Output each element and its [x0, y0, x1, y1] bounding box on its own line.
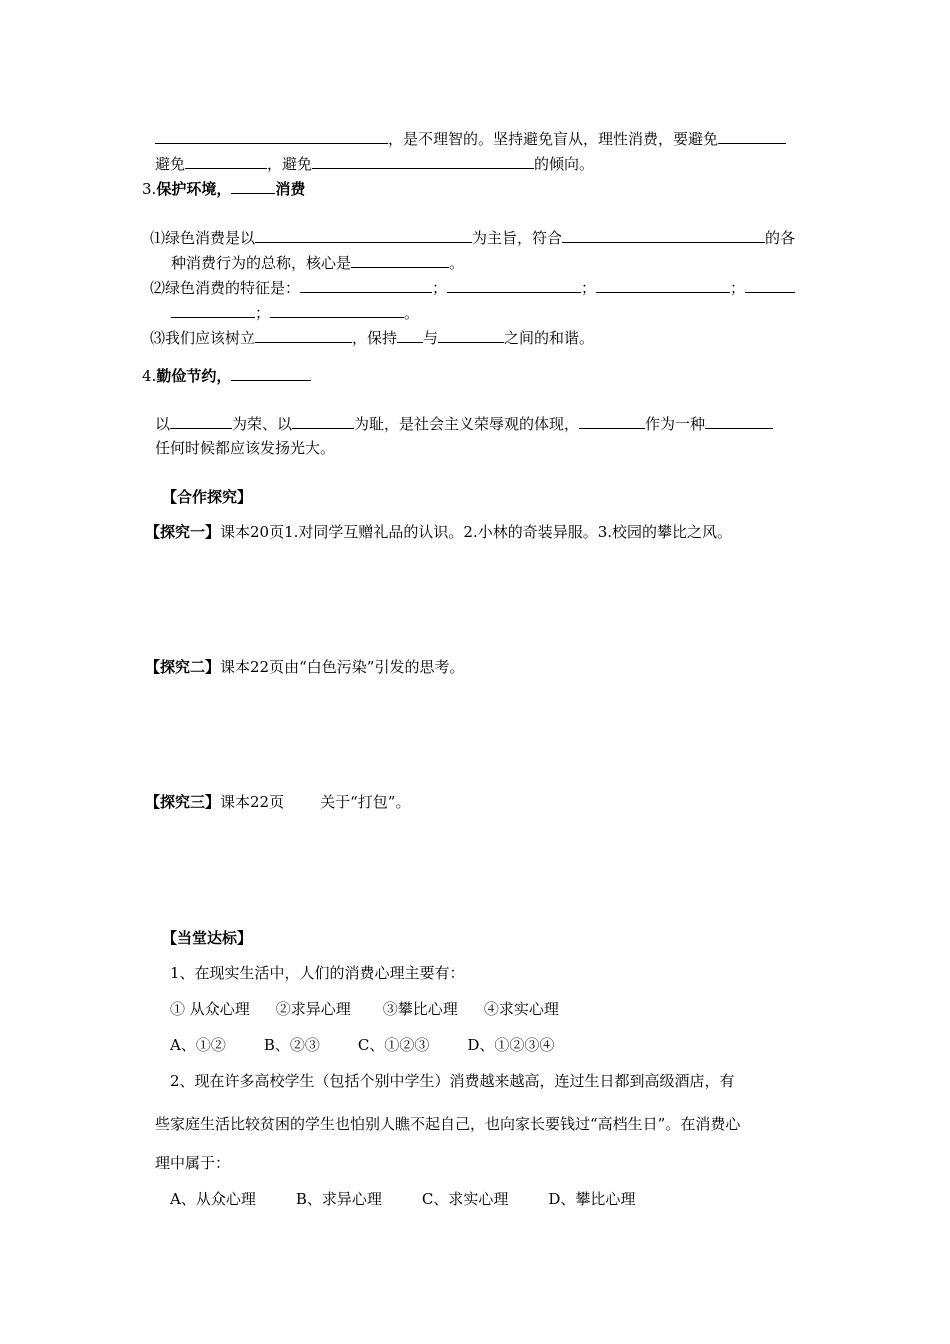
- section3-heading: [142, 178, 305, 199]
- question-2-options: [170, 1189, 635, 1209]
- text: ⑶我们应该树立: [150, 329, 256, 347]
- blank[interactable]: [745, 277, 795, 293]
- blank[interactable]: [438, 327, 504, 343]
- text: 为荣、以: [232, 415, 293, 433]
- inquiry-1: [145, 522, 732, 542]
- text: 作为一种: [645, 415, 706, 433]
- text: 的各: [765, 229, 796, 247]
- option-d[interactable]: D、①②③④: [467, 1036, 555, 1054]
- separator: ；: [255, 304, 271, 322]
- section1-line2: [155, 153, 594, 174]
- text: ⑵绿色消费的特征是：: [150, 279, 301, 297]
- question-1-options: [170, 1035, 554, 1055]
- text: ，是不理智的。坚持避免盲从，理性消费，要避免: [388, 130, 719, 148]
- inquiry-label: 【探究一】: [145, 523, 221, 541]
- text: 以: [155, 415, 171, 433]
- question-1-items: [170, 999, 559, 1019]
- section4-line2: 任何时候都应该发扬光大。: [155, 439, 336, 457]
- question-2-line1: 2、现在许多高校学生（包括个别中学生）消费越来越高，连过生日都到高级酒店，有: [170, 1072, 735, 1090]
- heading-text: 保护环境，: [156, 180, 232, 198]
- section3-item2-cont: [171, 302, 419, 323]
- section1-line1: [155, 128, 786, 149]
- section4-line1: [155, 413, 773, 434]
- inquiry-2: [145, 657, 464, 677]
- inquiry-label: 【探究二】: [145, 658, 221, 676]
- option-b[interactable]: B、求异心理: [295, 1190, 382, 1208]
- heading-number: 4.: [142, 367, 157, 385]
- heading-suffix: 消费: [275, 180, 306, 198]
- separator: ；: [581, 279, 597, 297]
- blank[interactable]: [255, 327, 352, 343]
- blank[interactable]: [292, 413, 354, 429]
- blank[interactable]: [171, 302, 255, 318]
- question-1: 1、在现实生活中，人们的消费心理主要有：: [170, 964, 465, 982]
- blank[interactable]: [231, 178, 275, 194]
- blank[interactable]: [579, 413, 645, 429]
- blank[interactable]: [300, 277, 432, 293]
- inquiry-label: 【探究三】: [145, 793, 221, 811]
- text: 种消费行为的总称，核心是: [171, 254, 352, 272]
- text: 的倾向。: [534, 155, 595, 173]
- text: ⑴绿色消费是以: [150, 229, 256, 247]
- heading-number: 3.: [142, 180, 157, 198]
- blank[interactable]: [447, 277, 581, 293]
- heading-text: 勤俭节约，: [156, 367, 232, 385]
- text: 。: [449, 254, 465, 272]
- inquiry-text: 课本22页由“白色污染”引发的思考。: [220, 658, 465, 676]
- option-a[interactable]: A、①②: [170, 1036, 226, 1054]
- text: 为耻，是社会主义荣辱观的体现，: [354, 415, 580, 433]
- text: 之间的和谐。: [504, 329, 595, 347]
- cooperation-title: 【合作探究】: [162, 488, 253, 506]
- section4-heading: [142, 365, 311, 386]
- option-c[interactable]: C、求实心理: [421, 1190, 509, 1208]
- inquiry-text: 课本22页: [220, 793, 285, 811]
- blank[interactable]: [231, 365, 311, 381]
- separator: ；: [432, 279, 448, 297]
- question-2-line3: 理中属于：: [155, 1154, 231, 1172]
- text: ，保持: [352, 329, 398, 347]
- blank[interactable]: [312, 153, 534, 169]
- inquiry-text: 关于“打包”。: [320, 793, 411, 811]
- separator: ；: [730, 279, 746, 297]
- inquiry-text: 课本20页1.对同学互赠礼品的认识。2.小林的奇装异服。3.校园的攀比之风。: [220, 523, 733, 541]
- option-b[interactable]: B、②③: [263, 1036, 320, 1054]
- item: ③攀比心理: [382, 1000, 458, 1018]
- blank[interactable]: [718, 128, 786, 144]
- exercise-title: 【当堂达标】: [162, 929, 253, 947]
- blank[interactable]: [351, 252, 449, 268]
- blank[interactable]: [562, 227, 765, 243]
- blank[interactable]: [155, 128, 388, 144]
- item: ④求实心理: [483, 1000, 559, 1018]
- inquiry-3: [145, 792, 410, 812]
- question-2-line2: 些家庭生活比较贫困的学生也怕别人瞧不起自己，也向家长要钱过“高档生日”。在消费心: [155, 1115, 741, 1133]
- section3-item2: [150, 277, 795, 298]
- section3-item1: [150, 227, 795, 248]
- blank[interactable]: [397, 327, 423, 343]
- blank[interactable]: [596, 277, 730, 293]
- text: 避免: [155, 155, 186, 173]
- blank[interactable]: [170, 413, 232, 429]
- option-a[interactable]: A、从众心理: [170, 1190, 256, 1208]
- item: ②求异心理: [275, 1000, 351, 1018]
- text: 为主旨，符合: [472, 229, 563, 247]
- option-c[interactable]: C、①②③: [357, 1036, 430, 1054]
- item: ① 从众心理: [170, 1000, 250, 1018]
- blank[interactable]: [270, 302, 404, 318]
- text: 与: [423, 329, 439, 347]
- blank[interactable]: [255, 227, 472, 243]
- blank[interactable]: [705, 413, 773, 429]
- period: 。: [404, 304, 420, 322]
- section3-item1-cont: [171, 252, 464, 273]
- text: ，避免: [267, 155, 313, 173]
- section3-item3: [150, 327, 594, 348]
- blank[interactable]: [185, 153, 267, 169]
- option-d[interactable]: D、攀比心理: [548, 1190, 636, 1208]
